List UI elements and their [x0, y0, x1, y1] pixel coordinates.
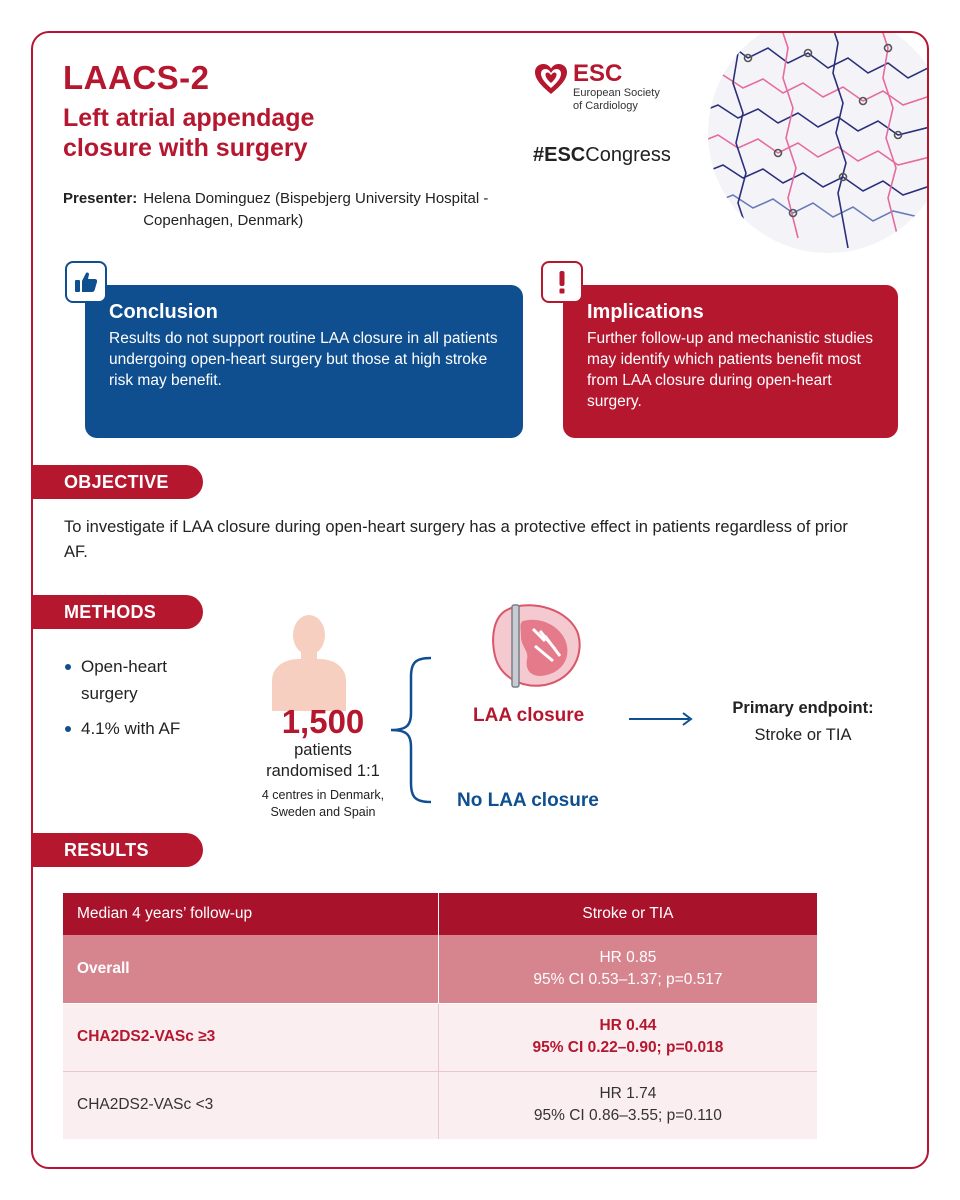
exclamation-icon [549, 269, 575, 295]
implications-text: Further follow-up and mechanistic studies may identify which patients benefit most from LAA closure during open-heart surgery. [587, 330, 874, 410]
row-hr: HR 0.44 [599, 1017, 657, 1034]
esc-name: ESC [573, 60, 623, 87]
row-result [438, 1003, 817, 1071]
page-title: LAACS-2 [63, 59, 210, 96]
results-label: RESULTS [33, 833, 203, 867]
esc-heart-icon [533, 62, 569, 98]
conclusion-heading: Conclusion [109, 301, 218, 323]
presenter-line [63, 188, 533, 232]
hashtag-rest: Congress [585, 144, 671, 166]
results-table [63, 893, 817, 1139]
patients-line1: patients [294, 741, 352, 759]
row-result [438, 935, 817, 1003]
arm-no-laa-closure: No LAA closure [457, 790, 599, 811]
row-group: CHA2DS2-VASc <3 [63, 1071, 438, 1139]
conclusion-card [85, 285, 523, 438]
objective-label: OBJECTIVE [33, 465, 203, 499]
implications-card [563, 285, 898, 438]
presenter-value: Helena Dominguez (Bispebjerg University Hospital - Copenhagen, Denmark) [143, 190, 489, 229]
implications-heading: Implications [587, 301, 704, 323]
patients-line2: randomised 1:1 [266, 762, 380, 780]
table-row [63, 935, 817, 1003]
row-ci: 95% CI 0.53–1.37; p=0.517 [533, 970, 723, 988]
hashtag-bold: #ESC [533, 144, 586, 166]
methods-bullets [63, 653, 213, 750]
esc-logo [533, 61, 660, 113]
row-hr: HR 1.74 [599, 1085, 657, 1103]
thumbs-up-icon [73, 269, 99, 295]
col-header-outcome: Stroke or TIA [438, 893, 817, 935]
row-group: Overall [63, 935, 438, 1003]
esc-full-line2: of Cardiology [573, 100, 638, 112]
row-hr: HR 0.85 [599, 948, 657, 966]
page-subtitle: Left atrial appendage closure with surgery [63, 104, 315, 162]
centres-line1: 4 centres in Denmark, [261, 788, 385, 802]
presenter-label: Presenter: [63, 190, 138, 207]
table-row [63, 1071, 817, 1139]
thumbs-up-badge [65, 261, 107, 303]
row-ci: 95% CI 0.86–3.55; p=0.110 [533, 1107, 722, 1125]
endpoint-label: Primary endpoint: [732, 699, 874, 717]
methods-label: METHODS [33, 595, 203, 629]
methods-bullet: 4.1% with AF [63, 715, 213, 742]
table-header-row [63, 893, 817, 935]
primary-endpoint [703, 695, 903, 749]
row-result [438, 1071, 817, 1139]
centres-line2: Sweden and Spain [270, 805, 376, 819]
infographic-frame [31, 31, 929, 1169]
molecular-sphere-graphic [688, 31, 929, 253]
methods-bullet: Open-heart surgery [63, 653, 213, 707]
arm-laa-closure: LAA closure [473, 705, 585, 726]
randomisation-brace-icon [385, 655, 435, 805]
esc-full-line1: European Society [573, 87, 660, 99]
table-row [63, 1003, 817, 1071]
conclusion-text: Results do not support routine LAA closure in all patients undergoing open-heart surgery but those at high stroke risk may benefit. [109, 330, 498, 389]
exclamation-badge [541, 261, 583, 303]
col-header-followup: Median 4 years’ follow-up [63, 893, 438, 935]
congress-hashtag [533, 144, 671, 167]
objective-text: To investigate if LAA closure during open-heart surgery has a protective effect in patients regardless of prior AF. [64, 518, 848, 561]
row-ci: 95% CI 0.22–0.90; p=0.018 [532, 1039, 724, 1056]
endpoint-value: Stroke or TIA [754, 726, 852, 744]
row-group: CHA2DS2-VASc ≥3 [63, 1003, 438, 1071]
patient-count: 1,500 [281, 703, 365, 740]
arrow-right-icon [629, 712, 695, 726]
laa-closure-heart-icon [485, 601, 585, 691]
person-icon [266, 611, 352, 711]
